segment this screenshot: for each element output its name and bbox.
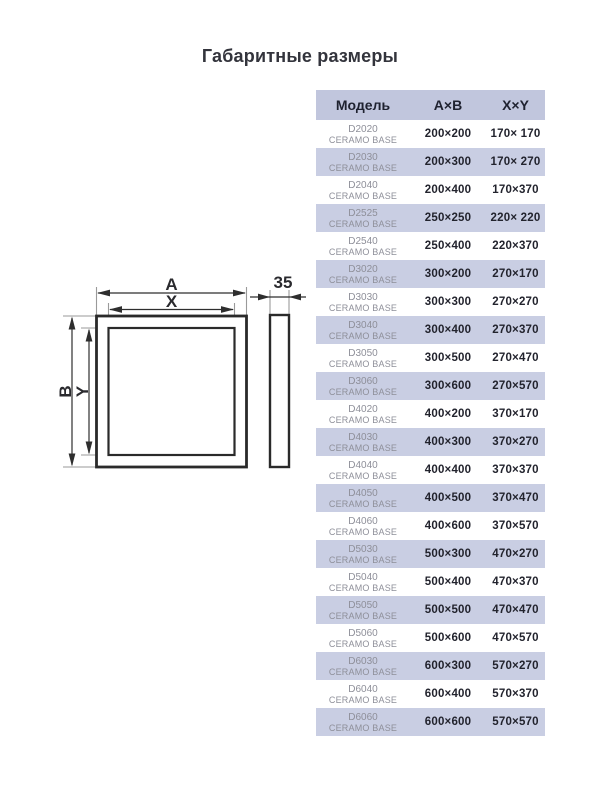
- model-series: CERAMO BASE: [328, 610, 398, 621]
- dimensions-table: [316, 90, 545, 736]
- axb-value: 200×400: [424, 184, 472, 196]
- panel-side-view: [270, 315, 289, 467]
- model-series: CERAMO BASE: [328, 330, 398, 341]
- axb-value: 250×250: [424, 212, 472, 224]
- model-cell: [316, 624, 410, 652]
- model-code: D5060: [348, 627, 378, 639]
- table-row: [316, 400, 545, 428]
- model-cell: [316, 596, 410, 624]
- axb-value: 600×400: [424, 688, 472, 700]
- model-series: CERAMO BASE: [328, 470, 398, 481]
- dimension-diagram: [50, 270, 320, 480]
- xxy-value: 570×270: [492, 660, 539, 672]
- header-xxy: X×Y: [486, 90, 545, 120]
- xxy-value: 170× 170: [490, 128, 541, 140]
- xxy-value: 270×570: [492, 380, 539, 392]
- model-cell: [316, 288, 410, 316]
- axb-value: 400×400: [424, 464, 472, 476]
- table-row: [316, 344, 545, 372]
- model-series: CERAMO BASE: [328, 386, 398, 397]
- axb-value: 200×200: [424, 128, 472, 140]
- xxy-value: 270×170: [492, 268, 539, 280]
- table-row: [316, 288, 545, 316]
- xxy-value: 220×370: [492, 240, 539, 252]
- model-code: D4030: [348, 431, 378, 443]
- table-row: [316, 596, 545, 624]
- xxy-value: 270×470: [492, 352, 539, 364]
- axb-value: 400×600: [424, 520, 472, 532]
- model-series: CERAMO BASE: [328, 162, 398, 173]
- model-series: CERAMO BASE: [328, 190, 398, 201]
- dimension-X: [109, 292, 234, 313]
- xxy-value: 470×270: [492, 548, 539, 560]
- model-code: D2030: [348, 151, 378, 163]
- axb-value: 500×500: [424, 604, 472, 616]
- model-code: D3040: [348, 319, 378, 331]
- model-cell: [316, 372, 410, 400]
- model-code: D3050: [348, 347, 378, 359]
- model-code: D6040: [348, 683, 378, 695]
- xxy-value: 570×370: [492, 688, 539, 700]
- model-series: CERAMO BASE: [328, 302, 398, 313]
- label-outer-width: A: [165, 275, 178, 294]
- table-row: [316, 260, 545, 288]
- model-series: CERAMO BASE: [328, 526, 398, 537]
- header-axb: A×B: [410, 90, 486, 120]
- header-model: Модель: [316, 90, 410, 120]
- model-cell: [316, 344, 410, 372]
- model-cell: [316, 316, 410, 344]
- model-code: D6060: [348, 711, 378, 723]
- table-row: [316, 428, 545, 456]
- model-code: D5050: [348, 599, 378, 611]
- axb-value: 300×200: [424, 268, 472, 280]
- table-row: [316, 680, 545, 708]
- axb-value: 300×500: [424, 352, 472, 364]
- xxy-value: 370×470: [492, 492, 539, 504]
- model-series: CERAMO BASE: [328, 554, 398, 565]
- table-row: [316, 372, 545, 400]
- model-cell: [316, 512, 410, 540]
- model-cell: [316, 456, 410, 484]
- model-cell: [316, 428, 410, 456]
- xxy-value: 370×370: [492, 464, 539, 476]
- axb-value: 500×600: [424, 632, 472, 644]
- table-row: [316, 176, 545, 204]
- model-cell: [316, 708, 410, 736]
- axb-value: 300×600: [424, 380, 472, 392]
- xxy-value: 270×270: [492, 296, 539, 308]
- model-cell: [316, 540, 410, 568]
- table-row: [316, 540, 545, 568]
- xxy-value: 170×370: [492, 184, 539, 196]
- model-series: CERAMO BASE: [328, 666, 398, 677]
- xxy-value: 470×370: [492, 576, 539, 588]
- xxy-value: 270×370: [492, 324, 539, 336]
- model-cell: [316, 400, 410, 428]
- table-row: [316, 120, 545, 148]
- panel-inner-frame: [109, 328, 235, 455]
- axb-value: 500×400: [424, 576, 472, 588]
- model-code: D2020: [348, 123, 378, 135]
- model-cell: [316, 568, 410, 596]
- model-cell: [316, 680, 410, 708]
- model-code: D4050: [348, 487, 378, 499]
- model-code: D2040: [348, 179, 378, 191]
- table-row: [316, 316, 545, 344]
- model-code: D4060: [348, 515, 378, 527]
- label-inner-height: Y: [73, 385, 92, 398]
- model-series: CERAMO BASE: [328, 246, 398, 257]
- xxy-value: 370×270: [492, 436, 539, 448]
- table-header: [316, 90, 545, 120]
- model-code: D5030: [348, 543, 378, 555]
- table-row: [316, 204, 545, 232]
- table-row: [316, 708, 545, 736]
- axb-value: 300×400: [424, 324, 472, 336]
- xxy-value: 470×470: [492, 604, 539, 616]
- model-cell: [316, 204, 410, 232]
- table-row: [316, 456, 545, 484]
- axb-value: 200×300: [424, 156, 472, 168]
- table-row: [316, 652, 545, 680]
- axb-value: 600×300: [424, 660, 472, 672]
- table-row: [316, 148, 545, 176]
- axb-value: 400×300: [424, 436, 472, 448]
- model-code: D3020: [348, 263, 378, 275]
- model-cell: [316, 176, 410, 204]
- model-series: CERAMO BASE: [328, 442, 398, 453]
- axb-value: 250×400: [424, 240, 472, 252]
- model-series: CERAMO BASE: [328, 694, 398, 705]
- label-depth: 35: [273, 273, 293, 292]
- page-title: Габаритные размеры: [201, 46, 399, 66]
- table-body: [316, 120, 545, 736]
- label-outer-height: B: [56, 385, 75, 398]
- axb-value: 300×300: [424, 296, 472, 308]
- axb-value: 500×300: [424, 548, 472, 560]
- xxy-value: 220× 220: [490, 212, 541, 224]
- axb-value: 400×500: [424, 492, 472, 504]
- model-code: D2540: [348, 235, 378, 247]
- model-series: CERAMO BASE: [328, 722, 398, 733]
- model-series: CERAMO BASE: [328, 414, 398, 425]
- model-code: D3030: [348, 291, 378, 303]
- model-series: CERAMO BASE: [328, 274, 398, 285]
- table-row: [316, 568, 545, 596]
- axb-value: 400×200: [424, 408, 472, 420]
- xxy-value: 370×570: [492, 520, 539, 532]
- model-code: D2525: [348, 207, 378, 219]
- dimension-depth: [250, 273, 306, 300]
- model-code: D4040: [348, 459, 378, 471]
- table-row: [316, 484, 545, 512]
- axb-value: 600×600: [424, 716, 472, 728]
- xxy-value: 370×170: [492, 408, 539, 420]
- model-cell: [316, 652, 410, 680]
- model-cell: [316, 232, 410, 260]
- model-cell: [316, 148, 410, 176]
- model-series: CERAMO BASE: [328, 582, 398, 593]
- xxy-value: 570×570: [492, 716, 539, 728]
- model-code: D3060: [348, 375, 378, 387]
- model-code: D6030: [348, 655, 378, 667]
- table-row: [316, 232, 545, 260]
- model-series: CERAMO BASE: [328, 134, 398, 145]
- model-code: D4020: [348, 403, 378, 415]
- dimension-Y: [73, 329, 92, 455]
- table-row: [316, 512, 545, 540]
- model-series: CERAMO BASE: [328, 218, 398, 229]
- model-cell: [316, 260, 410, 288]
- model-cell: [316, 120, 410, 148]
- table-row: [316, 624, 545, 652]
- xxy-value: 170× 270: [490, 156, 541, 168]
- model-code: D5040: [348, 571, 378, 583]
- model-series: CERAMO BASE: [328, 498, 398, 509]
- label-inner-width: X: [165, 292, 178, 311]
- model-cell: [316, 484, 410, 512]
- model-series: CERAMO BASE: [328, 638, 398, 649]
- xxy-value: 470×570: [492, 632, 539, 644]
- model-series: CERAMO BASE: [328, 358, 398, 369]
